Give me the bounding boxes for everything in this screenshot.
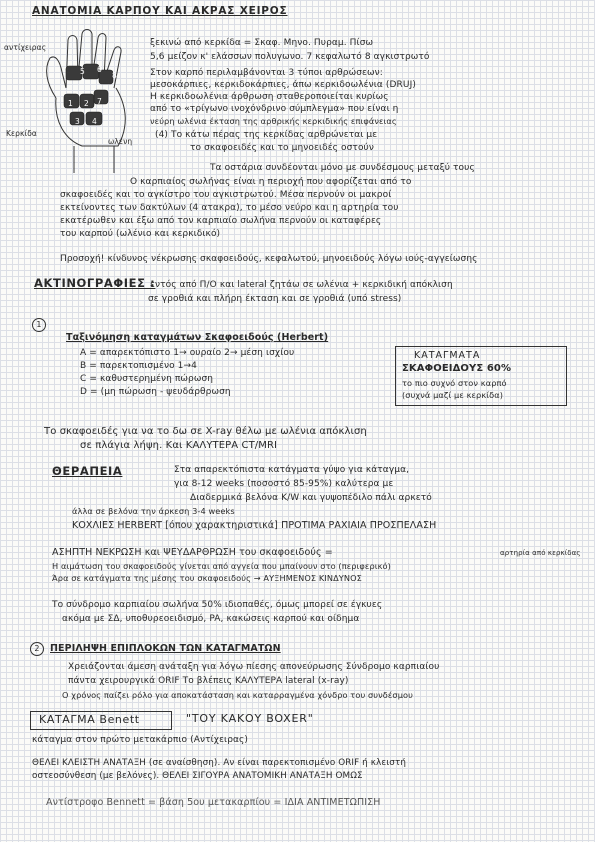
- bone-number-1: 1: [68, 99, 73, 108]
- radius-label: Κερκίδα: [6, 129, 37, 138]
- xray-heading: ΑΚΤΙΝΟΓΡΑΦΙΕΣ :: [34, 276, 156, 290]
- therapy-line: για 8-12 weeks (ποσοστό 85-95%) καλύτερα με: [174, 479, 394, 489]
- ulna-label: ωλένη: [108, 137, 133, 146]
- anatomy-para: σκαφοειδές και το αγκίστρο του αγκιστρωτού. Μέσα περνούν οι μακροί: [60, 190, 392, 200]
- circled-number: 1: [32, 318, 46, 332]
- bone-number-4: 4: [92, 117, 97, 126]
- anatomy-line: από το «τρίγωνο ινοχόνδρινο σύμπλεγμα» που είναι η: [150, 104, 399, 114]
- page-title: ΑΝΑΤΟΜΙΑ ΚΑΡΠΟΥ ΚΑΙ ΑΚΡΑΣ ΧΕΙΡΟΣ: [32, 5, 288, 17]
- classification-row: A = απαρεκτόπιστο 1→ ουραίο 2→ μέση ισχίου: [80, 348, 295, 358]
- xray-note-line: Το σκαφοειδές για να το δω σε X-ray θέλω με ωλένια απόκλιση: [44, 426, 367, 437]
- bennett-title: ΚΑΤΑΓΜΑ Benett: [39, 713, 140, 726]
- box-line: (συχνά μαζί με κερκίδα): [402, 390, 504, 400]
- thumb-label: αντίχειρας: [4, 43, 47, 52]
- therapy-line: Στα απαρεκτόπιστα κατάγματα γύψο για κάταγμα,: [174, 465, 410, 475]
- anatomy-para: εκτείνοντες των δακτύλων (4 ατακρα), το μέσο νεύρο και η αρτηρία του: [60, 203, 399, 213]
- complications-line: Ο χρόνος παίζει ρόλο για αποκατάσταση και καταρραγμένα χόνδρο του συνδέσμου: [62, 690, 413, 700]
- anatomy-para: εκατέρωθεν και έξω από τον καρπιαίο σωλήνα περνούν οι καταφέρες: [60, 216, 382, 226]
- complications-line: Χρειάζονται άμεση ανάταξη για λόγω πίεσης απονεύρωσης Σύνδρομο καρπιαίου: [68, 662, 440, 672]
- complications-heading: ΠΕΡΙΛΗΨΗ ΕΠΙΠΛΟΚΩΝ ΤΩΝ ΚΑΤΑΓΜΑΤΩΝ: [50, 643, 281, 654]
- side-annotation: αρτηρία από κερκίδας: [500, 549, 581, 557]
- anatomy-para: Τα οστάρια συνδέονται μόνο με συνδέσμους μεταξύ τους: [210, 163, 475, 173]
- circled-number: 2: [30, 642, 44, 656]
- xray-note-line: σε πλάγια λήψη. Και ΚΑΛΥΤΕΡΑ CT/MRI: [80, 440, 278, 451]
- hand-sketch: [36, 28, 148, 176]
- classification-heading: Ταξινόμηση καταγμάτων Σκαφοειδούς (Herbert): [66, 332, 329, 343]
- anatomy-para: του καρπού (ωλένιο και κερκιδικό): [60, 229, 221, 239]
- complications-marker: [30, 642, 48, 656]
- therapy-line: Διαδερμικά βελόνα K/W και γυψοπέδιλο πάλι αρκετό: [190, 493, 432, 503]
- warning-note: Προσοχή! κίνδυνος νέκρωσης σκαφοειδούς, κεφαλωτού, μηνοειδούς λόγω ιούς-αγγείωσης: [60, 254, 478, 264]
- syndrome-line: ακόμα με ΣΔ, υποθυρεοειδισμό, PA, κακώσεις καρπού και οίδημα: [62, 614, 360, 624]
- necrosis-line: Η αιμάτωση του σκαφοειδούς γίνεται από αγγεία που μπαίνουν στο (περιφερικό): [52, 561, 391, 571]
- bennett-quote: "ΤΟΥ ΚΑΚΟΥ BOXER": [186, 712, 314, 725]
- bennett-box: [30, 711, 172, 730]
- xray-line: εντός από Π/Ο και lateral ζητάω σε ωλένια + κερκιδική απόκλιση: [150, 280, 453, 290]
- classification-row: B = παρεκτοπισμένο 1→4: [80, 361, 197, 371]
- necrosis-line: Άρα σε κατάγματα της μέσης του σκαφοειδούς → ΑΥΞΗΜΕΝΟΣ ΚΙΝΔΥΝΟΣ: [52, 573, 362, 583]
- herbert-screws-line: ΚΟΧΛΙΕΣ HERBERT [όπου χαρακτηριστικά] ΠΡΟΤΙΜΑ ΡΑΧΙΑΙΑ ΠΡΟΣΠΕΛΑΣΗ: [72, 520, 437, 531]
- bone-number-6: 6: [97, 65, 102, 74]
- fracture-stats-box: [395, 346, 567, 406]
- classification-marker: [32, 318, 50, 332]
- therapy-line: άλλα σε βελόνα την άρκεση 3-4 weeks: [72, 506, 235, 516]
- bennett-line: οστεοσύνθεση (με βελόνες). ΘΕΛΕΙ ΣΙΓΟΥΡΑ ΑΝΑΤΟΜΙΚΗ ΑΝΑΤΑΞΗ ΟΜΩΣ: [32, 771, 363, 781]
- anatomy-line: Στον καρπό περιλαμβάνονται 3 τύποι αρθρώσεων:: [150, 68, 383, 78]
- bone-number-8: 8: [112, 71, 117, 80]
- complications-line: πάντα χειρουργικά ORIF Το βλέπεις ΚΑΛΥΤΕΡΑ lateral (x-ray): [68, 676, 349, 686]
- bone-number-5: 5: [80, 67, 85, 76]
- anatomy-line: (4) Το κάτω πέρας της κερκίδας αρθρώνεται με: [155, 130, 378, 140]
- box-line: ΣΚΑΦΟΕΙΔΟΥΣ 60%: [402, 363, 512, 374]
- reverse-bennett-line: Αντίστροφο Bennett = βάση 5ου μετακαρπίου = ΙΔΙΑ ΑΝΤΙΜΕΤΩΠΙΣΗ: [46, 797, 381, 808]
- anatomy-line: μεσοκάρπιες, κερκιδοκάρπιες, άπω κερκιδοωλένια (DRUJ): [150, 80, 416, 90]
- box-line: το πιο συχνό στον καρπό: [402, 378, 507, 388]
- anatomy-para: Ο καρπιαίος σωλήνας είναι η περιοχή που αφορίζεται από το: [130, 177, 412, 187]
- xray-line: σε γροθιά και πλήρη έκταση και σε γροθιά (υπό stress): [148, 294, 402, 304]
- anatomy-line: Η κερκιδοωλένια άρθρωση σταθεροποιείται κυρίως: [150, 92, 389, 102]
- classification-row: D = (μη πώρωση - ψευδάρθρωση: [80, 387, 231, 397]
- anatomy-line: νεύρη ωλένια έκταση της αρθρικής κερκιδικής επιφάνειας: [150, 116, 397, 126]
- anatomy-line: 5,6 μείζον κ' ελάσσων πολυγωνο. 7 κεφαλωτό 8 αγκιστρωτό: [150, 52, 430, 62]
- anatomy-line: ξεκινώ από κερκίδα = Σκαφ. Μηνο. Πυραμ. Πίσω: [150, 38, 374, 48]
- bennett-line: κάταγμα στον πρώτο μετακάρπιο (Αντίχειρας): [32, 735, 249, 745]
- bennett-line: ΘΕΛΕΙ ΚΛΕΙΣΤΗ ΑΝΑΤΑΞΗ (σε αναίσθηση). Αν είναι παρεκτοπισμένο ORIF ή κλειστή: [32, 758, 407, 768]
- bone-number-3: 3: [75, 117, 80, 126]
- bone-number-2: 2: [84, 99, 89, 108]
- necrosis-heading: ΑΣΗΠΤΗ ΝΕΚΡΩΣΗ και ΨΕΥΔΑΡΘΡΩΣΗ του σκαφοειδούς =: [52, 547, 333, 558]
- syndrome-line: Το σύνδρομο καρπιαίου σωλήνα 50% ιδιοπαθές, όμως μπορεί σε έγκυες: [52, 600, 383, 610]
- box-line: ΚΑΤΑΓΜΑΤΑ: [414, 350, 481, 361]
- therapy-heading: ΘΕΡΑΠΕΙΑ: [52, 464, 123, 478]
- classification-row: C = καθυστερημένη πώρωση: [80, 374, 214, 384]
- bone-number-7: 7: [97, 97, 102, 106]
- anatomy-line: το σκαφοειδές και το μηνοειδές οστούν: [190, 143, 374, 153]
